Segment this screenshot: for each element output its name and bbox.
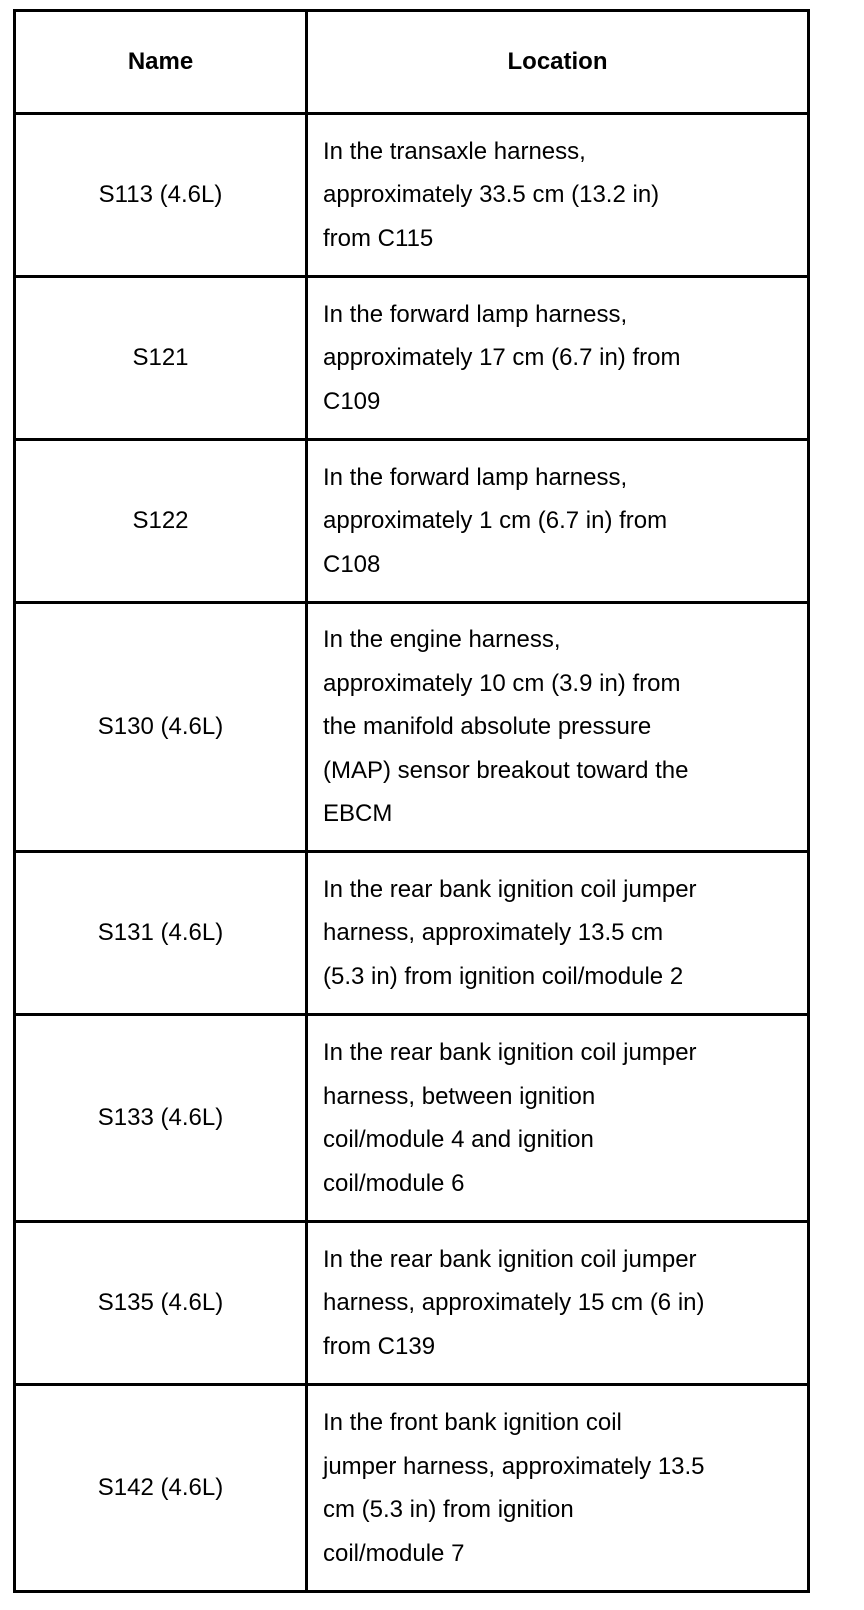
location-column-header: Location [307, 11, 809, 114]
location-text-line: jumper harness, approximately 13.5 [323, 1452, 705, 1480]
splice-name-cell: S142 (4.6L) [15, 1385, 307, 1592]
table-row [15, 1222, 809, 1385]
location-text-line: the manifold absolute pressure [323, 713, 652, 741]
splice-name-cell: S121 [15, 277, 307, 440]
location-text-line: coil/module 6 [323, 1169, 465, 1197]
splice-location-cell [307, 852, 809, 1015]
location-text-line: harness, approximately 15 cm (6 in) [323, 1289, 705, 1317]
location-text-line: In the forward lamp harness, [323, 463, 628, 491]
location-text-line: coil/module 7 [323, 1539, 465, 1567]
table-row [15, 277, 809, 440]
location-text-line: EBCM [323, 800, 393, 828]
splice-name-cell: S122 [15, 440, 307, 603]
splice-name-cell: S113 (4.6L) [15, 114, 307, 277]
splice-location-cell [307, 114, 809, 277]
location-text-line: In the forward lamp harness, [323, 300, 628, 328]
name-column-header: Name [15, 11, 307, 114]
splice-location-cell [307, 1222, 809, 1385]
location-text-line: approximately 1 cm (6.7 in) from [323, 507, 668, 535]
table-row [15, 603, 809, 852]
location-text-line: harness, approximately 13.5 cm [323, 919, 664, 947]
location-text-line: In the engine harness, [323, 626, 561, 654]
location-text-line: C109 [323, 387, 381, 415]
location-text-line: In the rear bank ignition coil jumper [323, 1245, 697, 1273]
location-text-line: In the transaxle harness, [323, 137, 586, 165]
splice-location-table [13, 9, 810, 1593]
splice-location-cell [307, 277, 809, 440]
location-text-line: In the front bank ignition coil [323, 1409, 622, 1436]
location-text-line: harness, between ignition [323, 1082, 596, 1110]
location-text-line: coil/module 4 and ignition [323, 1126, 594, 1153]
table-row [15, 440, 809, 603]
splice-location-cell [307, 603, 809, 852]
splice-name-cell: S135 (4.6L) [15, 1222, 307, 1385]
location-text-line: In the rear bank ignition coil jumper [323, 875, 697, 903]
splice-name-cell: S130 (4.6L) [15, 603, 307, 852]
table-body [15, 114, 809, 1592]
splice-location-cell [307, 1385, 809, 1592]
location-text-line: approximately 17 cm (6.7 in) from [323, 344, 681, 372]
location-text-line: (5.3 in) from ignition coil/module 2 [323, 962, 684, 990]
location-text-line: approximately 10 cm (3.9 in) from [323, 669, 681, 697]
splice-location-cell [307, 440, 809, 603]
location-text-line: C108 [323, 550, 381, 578]
table-row [15, 852, 809, 1015]
splice-location-cell [307, 1015, 809, 1222]
table-row [15, 1385, 809, 1592]
table-row [15, 1015, 809, 1222]
splice-name-cell: S131 (4.6L) [15, 852, 307, 1015]
location-text-line: from C139 [323, 1332, 436, 1360]
location-text-line: In the rear bank ignition coil jumper [323, 1039, 697, 1066]
header-row [15, 11, 809, 114]
location-text-line: cm (5.3 in) from ignition [323, 1496, 574, 1523]
location-text-line: from C115 [323, 224, 434, 252]
location-text-line: approximately 33.5 cm (13.2 in) [323, 181, 660, 209]
location-text-line: (MAP) sensor breakout toward the [323, 756, 689, 784]
table-row [15, 114, 809, 277]
splice-name-cell: S133 (4.6L) [15, 1015, 307, 1222]
